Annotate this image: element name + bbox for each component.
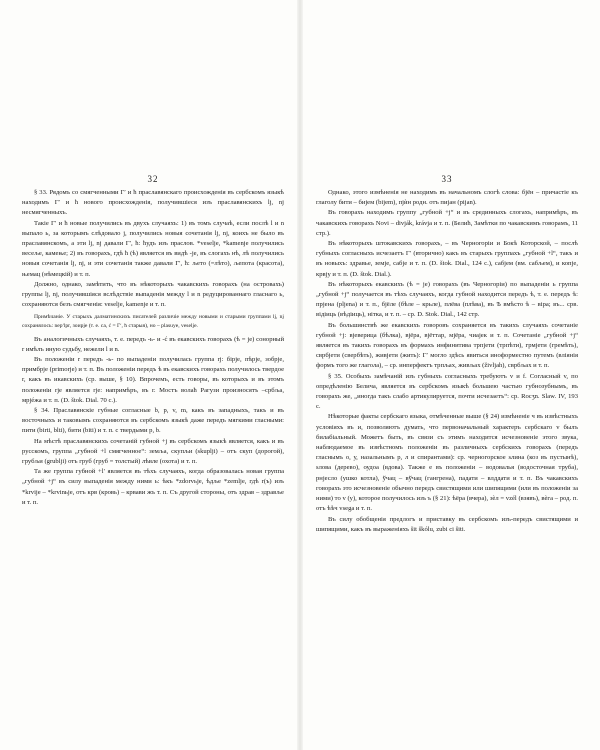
paragraph: § 35. Особыхъ замѣчаній изъ губныхъ согласныхъ требуютъ v и f. Согласный v, по опредѣленію Белича, является въ сербскомъ языкѣ большею частью губнозубнымъ, въ говорахъ же, „иногда такъ слабо артикулируется, почти исчезаетъ“: ср. Rocʒn. Slaw. IV, 193 c. (316, 372, 578, 411)
paragraph: § 34. Праславянскіе губные согласные b, p, v, m, какъ въ западныхъ, такъ и въ восточныхъ и таковымъ сохраняются въ сербскомъ языкѣ даже передъ мягкими гласными: пити (birti, blti), бити (biti) и т. п. с твердыми p, b. (22, 407, 284, 435)
paragraph: Въ аналогичныхъ случаяхъ, т. е. передъ -ь- и -ć въ екавскихъ говорахъ (ѣ = je) сонорный r имѣлъ иную судьбу, нежели l и n. (22, 335, 284, 353)
paragraph: Должно, однако, замѣтить, что въ нѣкоторыхъ чакавскихъ говорахъ (на островахъ) группы lj, nj, получившіяся вслѣдствіе выпаденія между l и n редуцированнаго гласнаго ь, сохраняются безъ смягченія: veselje, kamenje и т. п. (22, 280, 284, 309)
left-page (22, 173, 284, 508)
page-number: 32 (147, 174, 159, 184)
footnote: Примѣчаніе. У старыхъ далматинскихъ писателей различіе между новыми и старыми группами lj, nj сохранялось: nepʹlpr, зoиpje (т. е. са, ć = Гʹ, ћ старыя), но – plasuye, veselje. (22, 314, 284, 330)
paragraph: Въ нѣкоторыхъ штокавскихъ говорахъ, – въ Черногоріи и Бокѣ Которской, – послѣ губныхъ согласныхъ исчезаетъ Гʹ (вторично) какъ въ старыхъ группахъ „губной +l“, такъ и въ новыхъ: здравье, земје, сабје и т. п. (D. štok. Dial., 124 c.), сабјем (вм. сабљем), и копје, крвју и т. п. (D. štok. Dial.). (316, 240, 578, 278)
paragraph: Въ большинствѣ же екавскихъ говоровъ сохраняется въ такихъ случаяхъ сочетаніе губной +j: вјеверица (бѣлка), вјёра, вјёттар, мјёра, чиајек и т. п. Сочетаніе „губной +ј“ является въ такихъ говорахъ въ формахъ инфинитива трпјети (трпѣти), грмјети (гремѣть), сврбјети (свербѣть), живјети (жить): Гʹ могло здѣсь явиться иноформестно путемъ (вліянія формъ того же глагола), – ср. инперфектъ трпљах, живљах (življah), сврбљах и т. п. (316, 321, 578, 370)
paragraph: Въ нѣкоторыхъ екавскихъ (ѣ = je) говорахъ (въ Черногоріи) по выпаденіи ь группа „губной +ј“ получается въ тѣхъ случаяхъ, когда губной находится передъ ѣ, т. е. передъ ѣ: прјена (pljena) и т. п., бјёле (бѣле – крьле), плёва (плѣва), въ Ѣ вмѣсто ѣ – віра; въ... срв. відіиць (вѣдіиць), нітка, и т. п. – ср. D. Stok. Dial., 142 стр. (316, 280, 578, 319)
paragraph: Въ силу обобщенія предлогъ и приставку въ сербскомъ изъ-передъ свистящими и шипящими, какъ въ выраженіяхъ šit škólu, zubi ci šiti. (316, 515, 578, 533)
right-page (316, 173, 578, 535)
paragraph: Такіе Гʹ и ћ новые получились въ двухъ случаяхъ: 1) въ томъ случаѣ, если послѣ l и n выпало ь, за которымъ слѣдовало j, получились новыя сочетанія lj, nj, коихъ не было въ праславянскомъ, а эти lj, nj давали Гʹ, ћ: ћудъ изъ праслов. *veselje, *kamenje получились весеље, камење; 2) въ говорахъ, гдѣ ћ (ѣ) является въ видѣ -je, въ слогахъ нѣ, лѣ получились новыя сочетанія lj, nj, и эти сочетанія также давали Гʹ, ћ: љето (=лѣто), љепота (красота), њемац (нѣмецкій) и т. п. (22, 219, 284, 278)
paragraph: Однако, этого измѣненія не находимъ въ начальномъ слогѣ слова: бјён – причастіе къ глаголу бити – бијем (bijem), пјѝн родн. отъ пијан (pijan). (316, 189, 578, 207)
paragraph: § 33. Рядомъ со смягченными Гʹ и ћ праславянскаго происхожденія въ сербскомъ языкѣ находимъ Гʹ и ћ нового происхожденія, получившіеся изъ праславянскихъ lj, nj несмягченныхъ. (22, 189, 284, 217)
paragraph: Нѣкоторые факты сербскаго языка, отмѣченные выше (§ 24) измѣненіе ч въ извѣстныхъ условіяхъ въ и, позволяютъ думать, что первоначальный характеръ сербскаго v былъ билабіальный. Можетъ быть, въ связи съ этимъ находится исчезновеніе этого звука, наблюдаемое въ извѣстномъ положеніи въ различныхъ сербскихъ говорахъ (передъ гласнымъ о, у, назальнымъ р, л и спирантами): ср. черногорское ѕлина (коз въ пустынѣ), ѕлова (дерево), оудоа (вдова). Также е въ положеніи – водовалья (водосточная труба), рнјесло (ушко котла), ўчац – вўчац (гангрена), падати – влддати и т. п. Въ чакавскихъ говорахъ это исчезновеніе обычно передъ свистящими или шипящими (или въ положеніи за ними) то v (у), которое получилось изъ ъ (§ 21): ѣёра (вчера), зѐл = vzél (взявъ), вѐга – род. п. отъ ѣѣч vsega и т. п. (316, 413, 578, 513)
paragraph: Въ положеніи r передъ -ь- по выпаденіи получилась группа rj: бірје, пѣрје, зобрје, примбрје (primorje) и т. п. Въ положеніи передъ ѣ въ екавскихъ говорахъ получилось твердое r, какъ въ икавскихъ (ср. выше, § 10). Впрочемъ, есть говоры, въ которыхъ и въ этомъ положеніи rjе является rjе: напримѣръ, въ г. Мостъ волаћ Рагузи произносятъ –србља, мрjéжа и т. п. (D. štok. Dial. 70 c.). (22, 356, 284, 404)
book-gutter (297, 0, 303, 750)
paragraph: Въ говорахъ находимъ группу „губной +j“ и въ срединныхъ слогахъ, напримѣръ, въ чакавскихъ говорахъ Novi – divják, krávja и т. п. (Белић, Замѣтки по чакавскимъ говорамъ, 11 стр.). (316, 209, 578, 237)
paragraph: На мѣстѣ праславянскихъ сочетаній губной +j въ сербскомъ языкѣ является, какъ и въ русскомъ, группа „губной +l смягченное“: земља, скупљи (skuplji) – отъ скуп (дорогой), грубљи (grublji) отъ груб (груб = толстый) лѣвле (охота) и т. п. (22, 437, 284, 466)
page-number: 33 (441, 174, 453, 184)
paragraph: Та же группа губной +l' является въ тѣхъ случаяхъ, когда образовалась новая группа „губной +j“ въ силу выпаденія между ними ь: ѣкъ *zdorvьje, ѣдље *zemlje, гдѣ r(ъ) изъ *krvije – *krvinьje, отъ крв (кровь) – крвави жъ т. п. Съ другой стороны, отъ здрав – здравље и т. п. (22, 468, 284, 506)
